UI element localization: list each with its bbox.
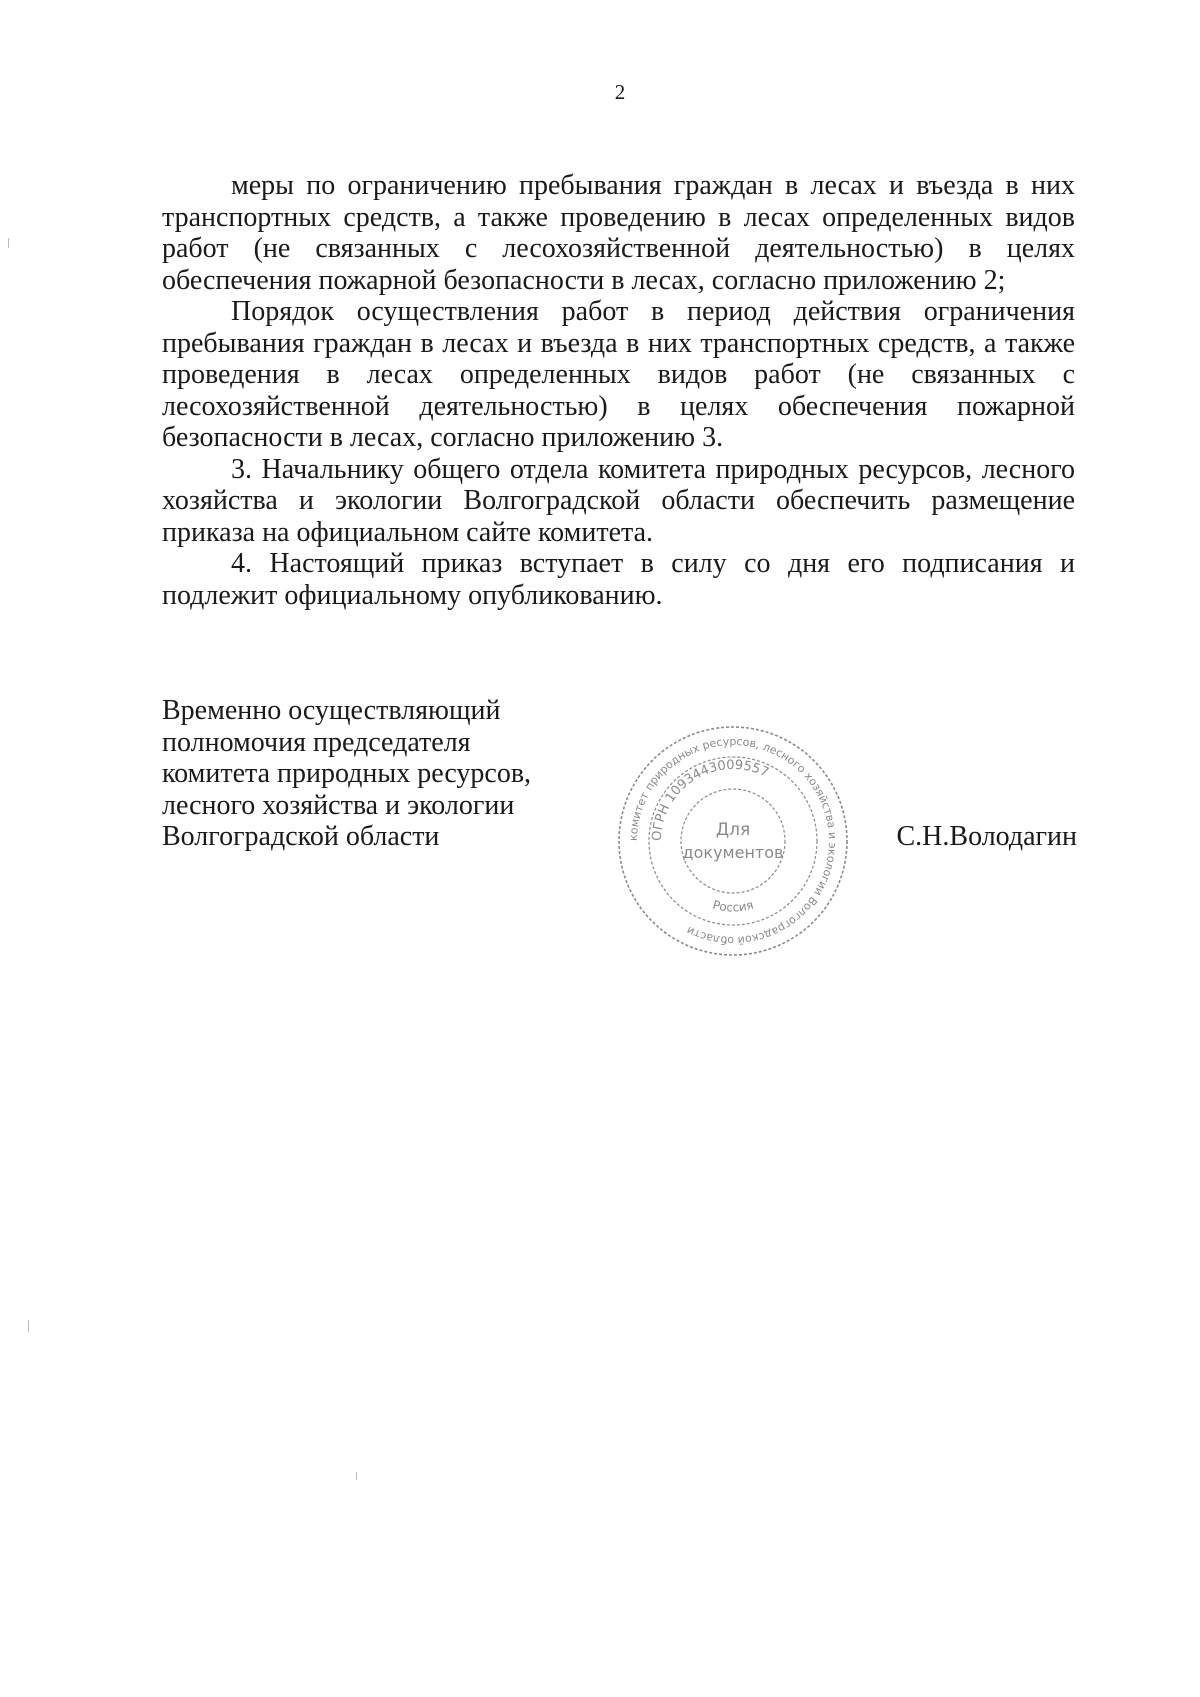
- signatory-position-line: комитета природных ресурсов,: [162, 758, 532, 789]
- document-body: [162, 170, 1075, 611]
- seal-bottom-text: Россия: [711, 897, 755, 915]
- signatory-position-line: лесного хозяйства и экологии: [162, 789, 515, 821]
- seal-ring-text: комитет природных ресурсов, лесного хозяйства и экологии Волгоградской области: [626, 734, 840, 948]
- seal-center-ring: [681, 789, 785, 893]
- paragraph-effective-date: 4. Настоящий приказ вступает в силу со дня его подписания и подлежит официальному опубликованию.: [162, 548, 1075, 611]
- seal-inner-ring: [649, 757, 817, 925]
- signatory-name: С.Н.Володагин: [896, 821, 1077, 852]
- paragraph-restriction-measures: меры по ограничению пребывания граждан в лесах и въезда в них транспортных средств, а также проведению в лесах определенных видов работ (не связанных с лесохозяйственной деятельностью) в целях обеспечения пожарной безопасности в лесах, согласно приложению 2;: [162, 170, 1075, 296]
- signatory-position-line: Временно осуществляющий: [162, 695, 501, 726]
- signatory-position: [162, 695, 562, 853]
- scan-artifact: [8, 238, 9, 248]
- page-number: 2: [614, 80, 626, 104]
- signatory-position-line: Волгоградской области: [162, 821, 440, 852]
- seal-center-text-line2: документов: [682, 843, 784, 862]
- scan-artifact: [356, 1472, 357, 1480]
- paragraph-work-procedure: Порядок осуществления работ в период действия ограничения пребывания граждан в лесах и въезда в них транспортных средств, а также проведения в лесах определенных видов работ (не связанных с лесохозяйственной деятельностью) в целях обеспечения пожарной безопасности в лесах, согласно приложению 3.: [162, 296, 1075, 453]
- paragraph-publication-instruction: 3. Начальнику общего отдела комитета природных ресурсов, лесного хозяйства и экологии Волгоградской области обеспечить размещение приказа на официальном сайте комитета.: [162, 453, 1075, 548]
- scan-artifact: [28, 1320, 29, 1332]
- official-seal: [614, 722, 852, 960]
- seal-center-text-line1: Для: [715, 820, 751, 840]
- seal-number-text: ОГРН 1093443009557: [649, 757, 771, 842]
- signatory-position-line: полномочия председателя: [162, 726, 471, 758]
